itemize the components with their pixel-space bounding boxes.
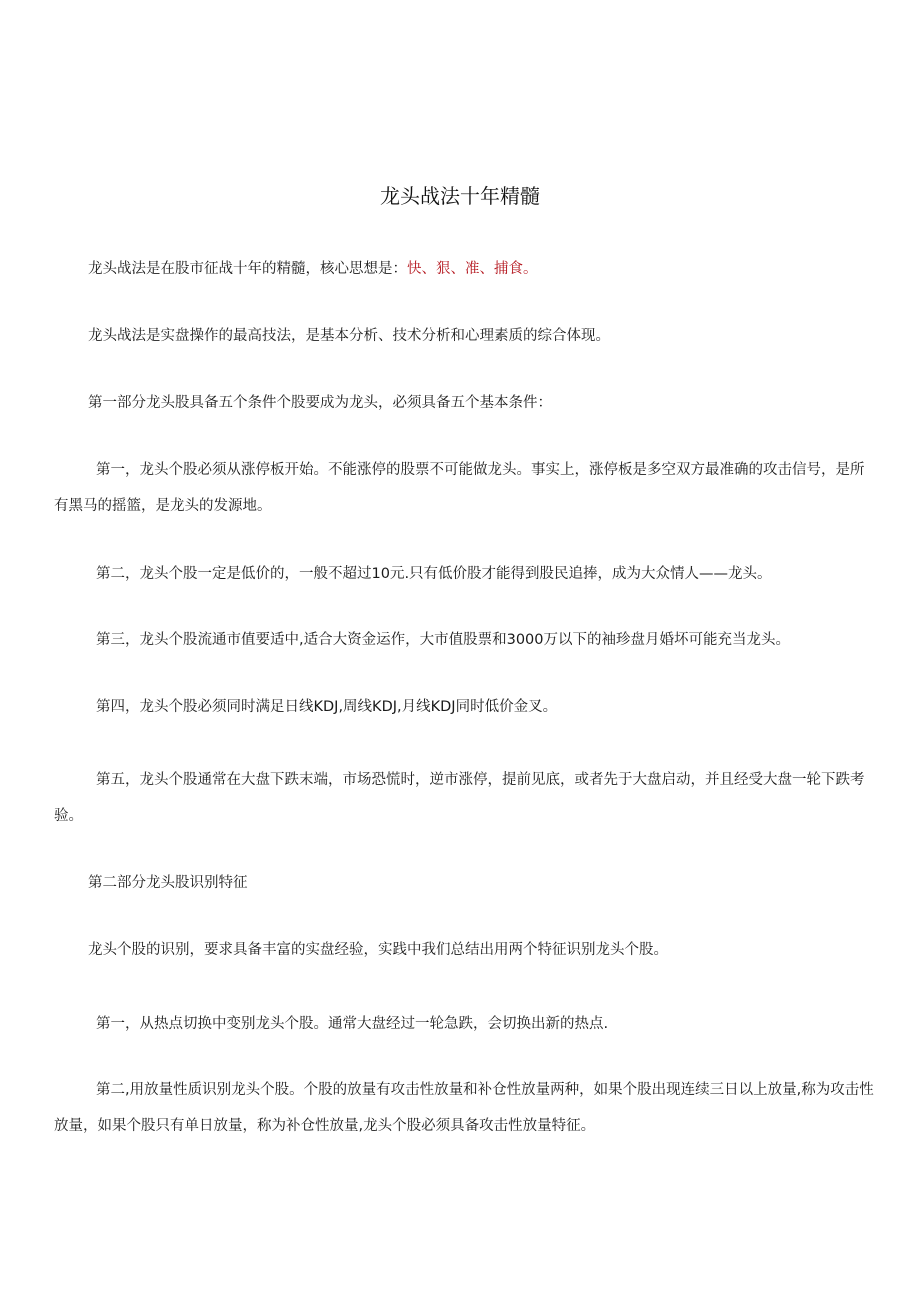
- core-ideas-highlight: 快、狠、准、捕食。: [407, 261, 538, 277]
- intro-lead-text: 龙头战法是在股市征战十年的精髓，核心思想是：: [88, 261, 407, 277]
- condition-1-paragraph: 第一，龙头个股必须从涨停板开始。不能涨停的股票不可能做龙头。事实上，涨停板是多空双方最准确的攻击信号，是所有黑马的摇篮，是龙头的发源地。: [54, 462, 865, 514]
- condition-4-paragraph: 第四，龙头个股必须同时满足日线KDJ,周线KDJ,月线KDJ同时低价金叉。: [96, 699, 558, 715]
- document-title: 龙头战法十年精髓: [380, 184, 540, 208]
- intro-paragraph: [54, 251, 876, 287]
- part1-heading: 第一部分龙头股具备五个条件个股要成为龙头，必须具备五个基本条件：: [88, 395, 552, 411]
- condition-5-paragraph: 第五，龙头个股通常在大盘下跌末端，市场恐慌时，逆市涨停，提前见底，或者先于大盘启动，并且经受大盘一轮下跌考验。: [54, 772, 865, 824]
- condition-2-paragraph: 第二，龙头个股一定是低价的，一般不超过10元.只有低价股才能得到股民追捧，成为大众情人——龙头。: [96, 566, 772, 582]
- feature-2-paragraph: 第二,用放量性质识别龙头个股。个股的放量有攻击性放量和补仓性放量两种，如果个股出现连续三日以上放量,称为攻击性放量，如果个股只有单日放量，称为补仓性放量,龙头个股必须具备攻击性放量特征。: [54, 1082, 874, 1134]
- summary-paragraph: 龙头战法是实盘操作的最高技法，是基本分析、技术分析和心理素质的综合体现。: [88, 328, 610, 344]
- condition-3-paragraph: 第三，龙头个股流通市值要适中,适合大资金运作，大市值股票和3000万以下的袖珍盘月婚坏可能充当龙头。: [96, 632, 791, 648]
- part2-heading: 第二部分龙头股识别特征: [88, 875, 248, 891]
- part2-intro-paragraph: 龙头个股的识别，要求具备丰富的实盘经验，实践中我们总结出用两个特征识别龙头个股。: [88, 942, 668, 958]
- feature-1-paragraph: 第一，从热点切换中变别龙头个股。通常大盘经过一轮急跌，会切换出新的热点.: [96, 1016, 609, 1032]
